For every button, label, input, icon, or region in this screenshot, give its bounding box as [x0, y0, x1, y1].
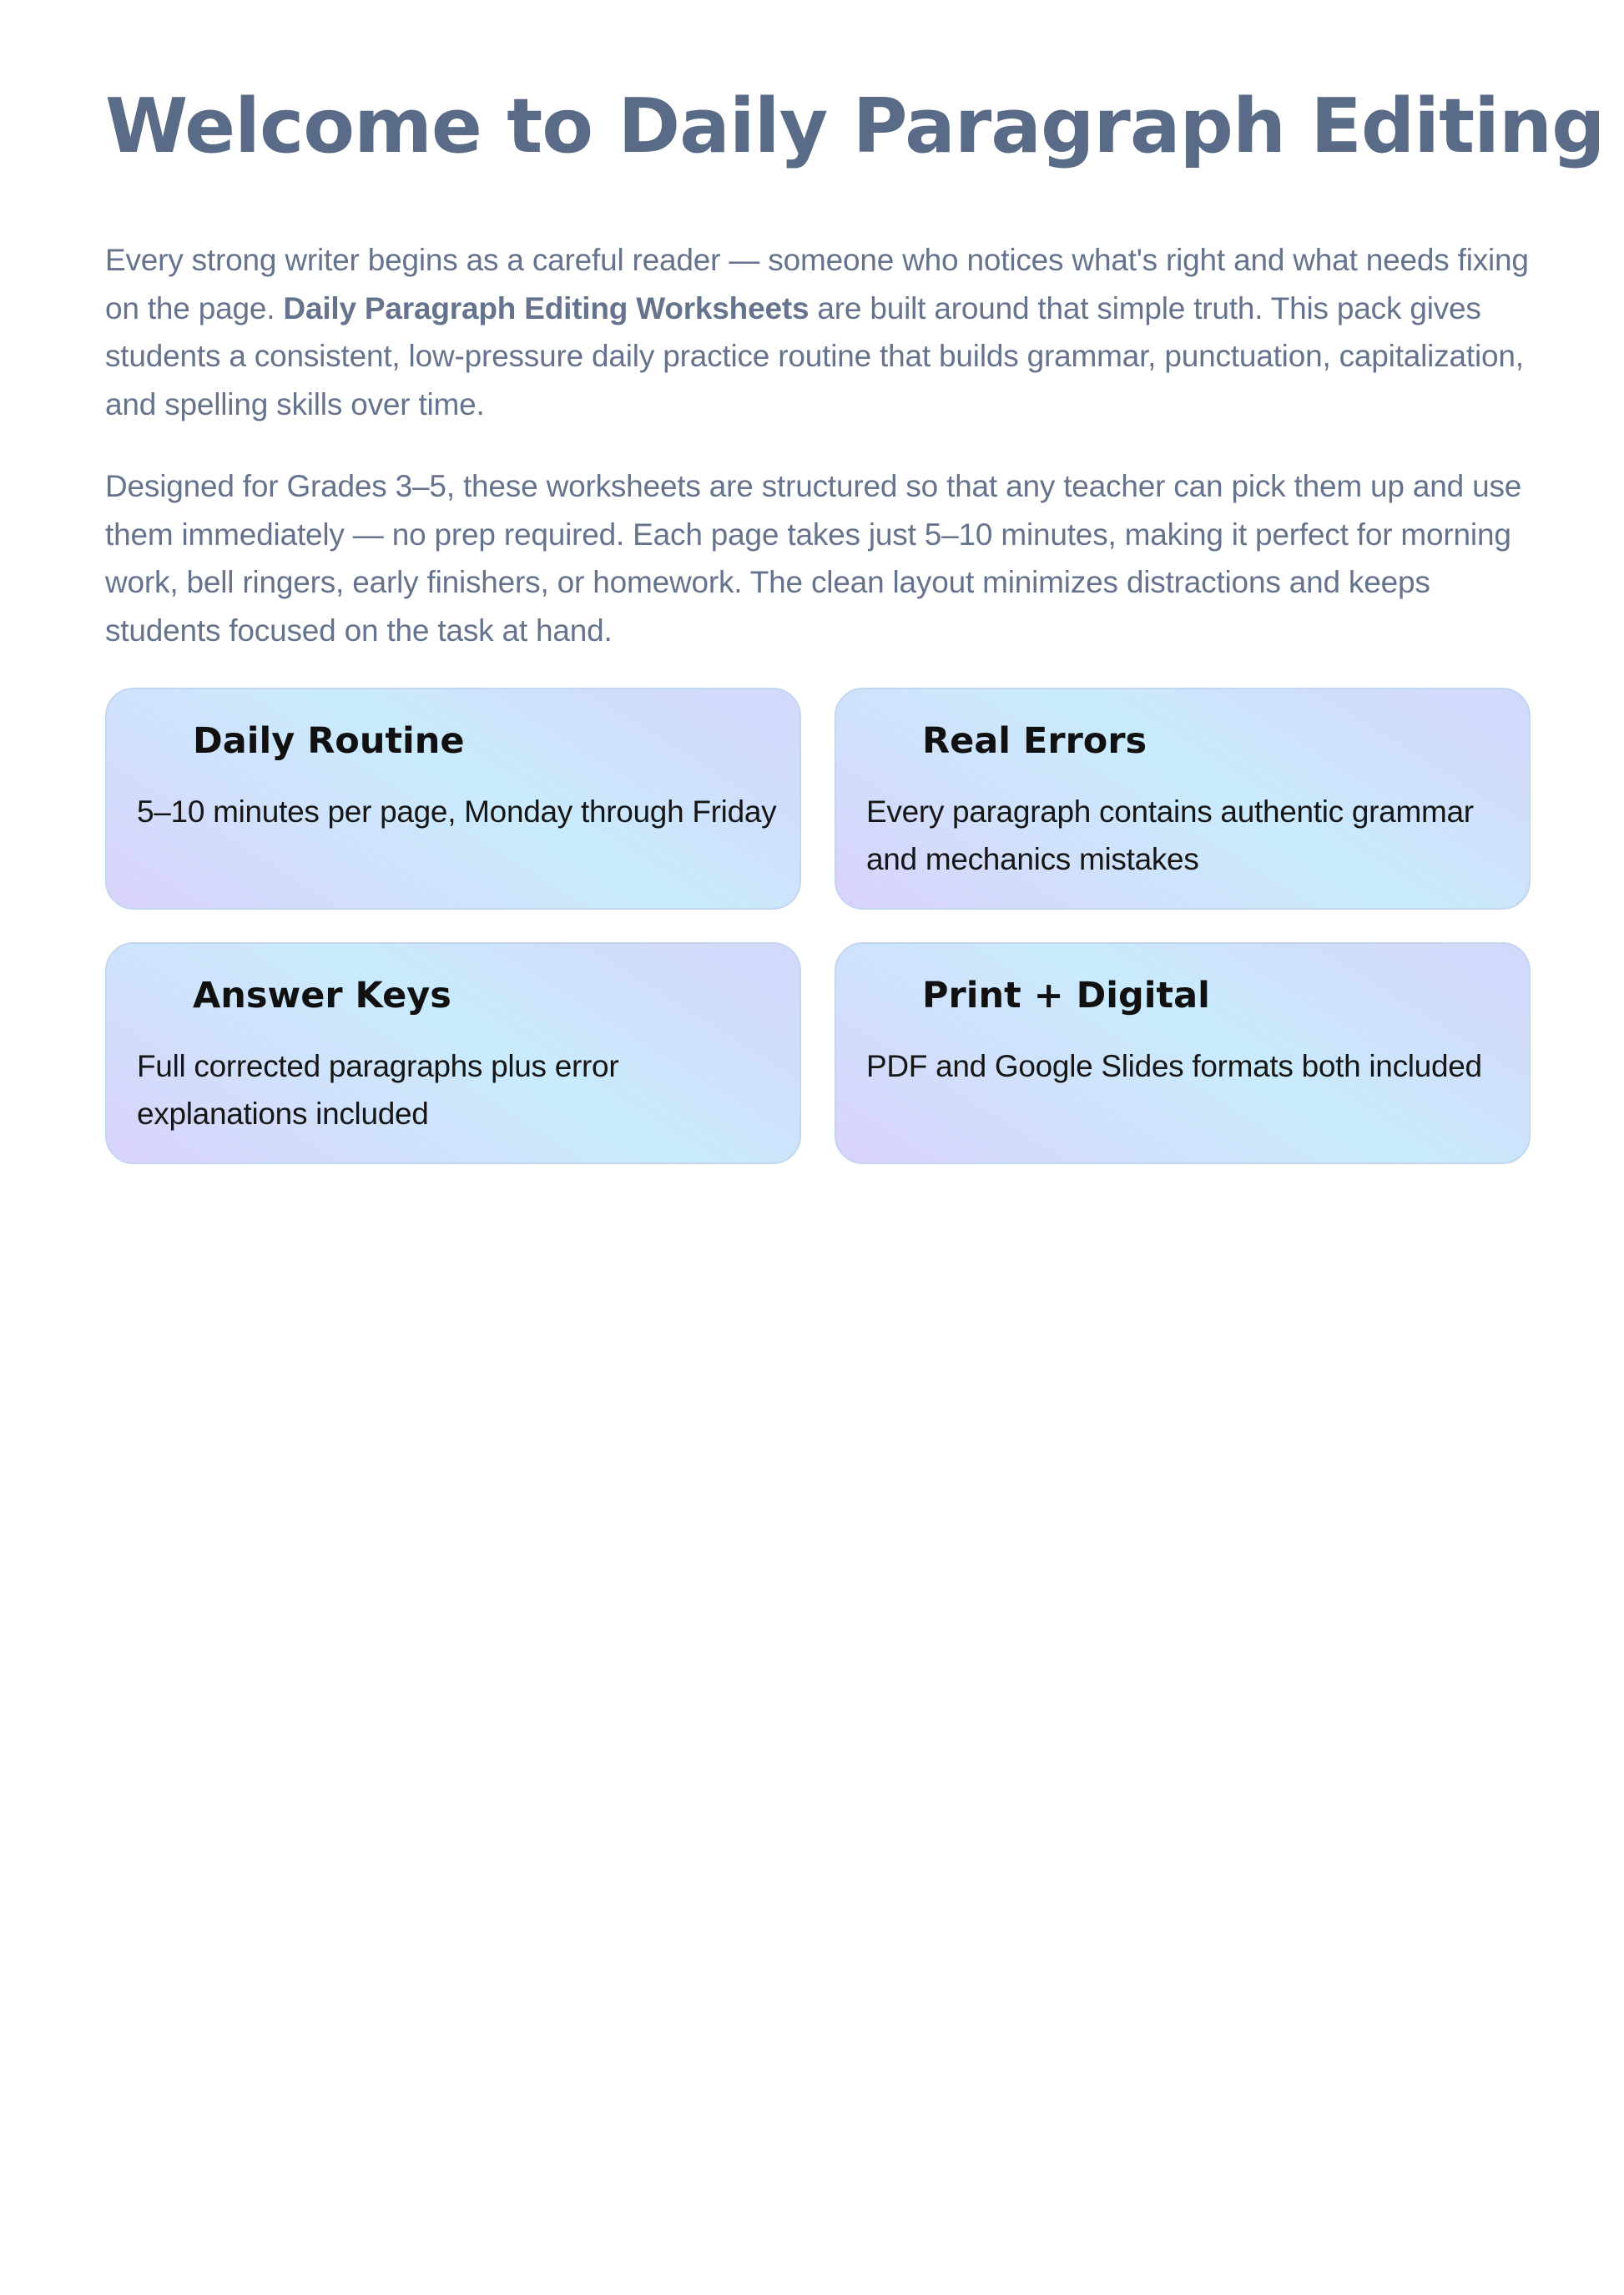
feature-card-text: PDF and Google Slides formats both included: [866, 1049, 1482, 1083]
feature-card-real-errors: [835, 688, 1531, 910]
feature-card-title: Real Errors: [922, 720, 1147, 762]
feature-card-text: Full corrected paragraphs plus error explanations included: [137, 1049, 619, 1131]
feature-card-title: Print + Digital: [922, 975, 1210, 1016]
intro-text-end: are built around that simple truth. This pack gives students a consistent, low-pressure daily practice routine that builds grammar, punctuation, capitalization, and spelling skills over time.: [105, 290, 1524, 421]
intro-paragraph-1: [105, 236, 1532, 428]
feature-card-title: Answer Keys: [193, 975, 451, 1016]
feature-card-daily-routine: [105, 688, 801, 910]
page-title: Welcome to Daily Paragraph Editing: [105, 83, 1605, 170]
feature-card-print-digital: [835, 942, 1531, 1164]
feature-card-answer-keys: [105, 942, 801, 1164]
feature-card-title: Daily Routine: [193, 720, 465, 762]
intro-paragraph-2: Designed for Grades 3–5, these worksheets are structured so that any teacher can pick them up and use them immediately — no prep required. Each page takes just 5–10 minutes, making it perfect for morning work, bell ringers, early finishers, or homework. The clean layout minimizes distractions and keeps students focused on the task at hand.: [105, 469, 1522, 648]
product-name-bold: Daily Paragraph Editing Worksheets: [283, 290, 809, 325]
feature-card-text: Every paragraph contains authentic grammar and mechanics mistakes: [866, 794, 1474, 876]
intro-text-start: Every strong writer begins as a careful reader — someone who notices what's right and what needs fixing on the page.: [105, 243, 1529, 325]
feature-card-text: 5–10 minutes per page, Monday through Friday: [137, 794, 777, 829]
